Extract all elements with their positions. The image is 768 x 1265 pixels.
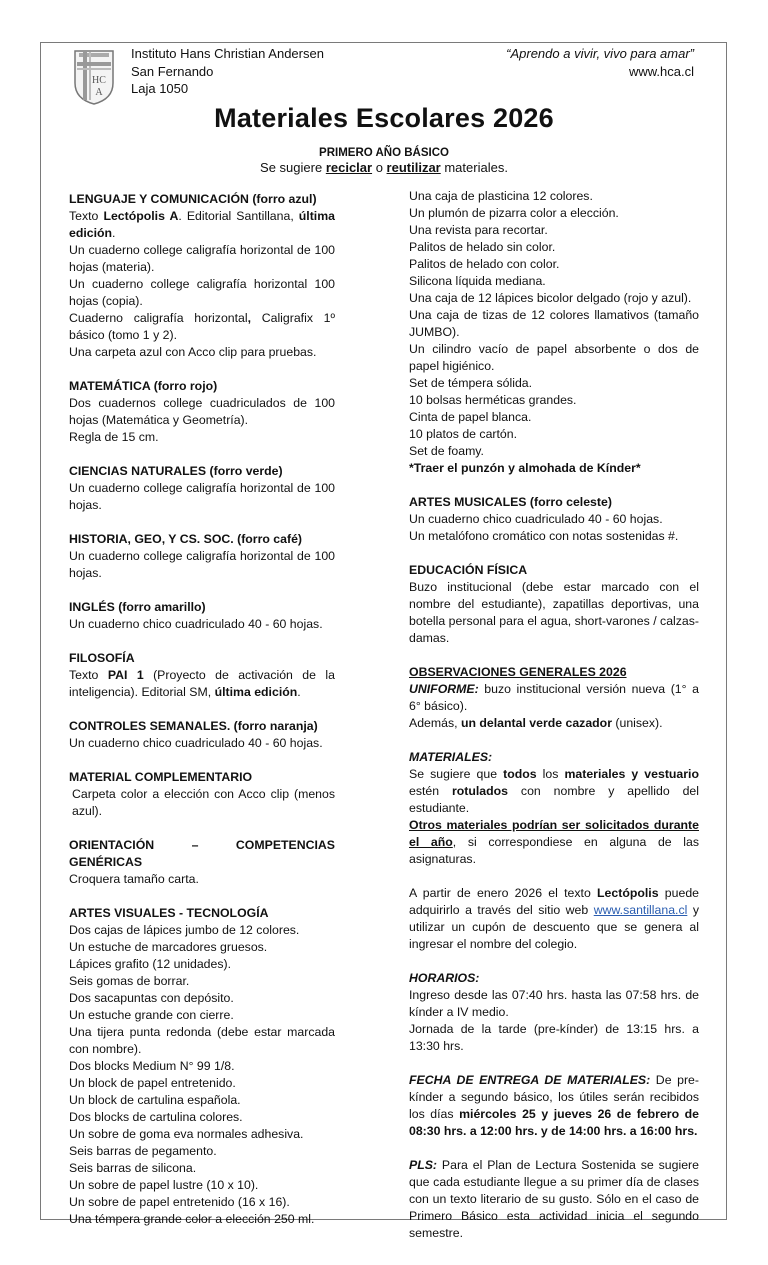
- section-artes-visuales-cont: [409, 188, 699, 477]
- text: Caligrafix 1º básico (tomo 1 y 2).: [69, 311, 335, 342]
- list-item: Set de témpera sólida.: [409, 376, 533, 390]
- list-item: Un cuaderno college caligrafía horizontal de 100 hojas.: [69, 549, 335, 580]
- list-item: Un block de cartulina española.: [69, 1093, 241, 1107]
- text: y utilizar un cupón de descuento que se genera al ingresar el nombre del colegio.: [409, 903, 699, 951]
- list-item: Un cilindro vacío de papel absorbente o dos de papel higiénico.: [409, 342, 699, 373]
- section-label: HORARIOS:: [409, 971, 480, 985]
- list-item: Una témpera grande color a elección 250 ml.: [69, 1212, 315, 1226]
- delantal-note: [409, 715, 699, 732]
- section-title: INGLÉS (forro amarillo): [69, 600, 206, 614]
- section-complementario: [69, 769, 335, 820]
- text: Otros materiales podrían ser solicitados durante el año: [409, 818, 699, 849]
- section-title: CIENCIAS NATURALES (forro verde): [69, 464, 283, 478]
- list-item: Seis gomas de borrar.: [69, 974, 190, 988]
- section-lenguaje: [69, 191, 335, 361]
- section-materiales-note: [409, 749, 699, 868]
- section-title: ARTES MUSICALES (forro celeste): [409, 495, 612, 509]
- section-title: EDUCACIÓN FÍSICA: [409, 563, 528, 577]
- institution-address: Laja 1050: [131, 81, 189, 96]
- text: Además,: [409, 716, 461, 730]
- text: Texto: [69, 668, 108, 682]
- list-item: Dos blocks Medium N° 99 1/8.: [69, 1059, 235, 1073]
- list-item: Una revista para recortar.: [409, 223, 548, 237]
- text: o: [372, 160, 387, 175]
- list-item: Set de foamy.: [409, 444, 484, 458]
- text: materiales.: [440, 160, 508, 175]
- left-column: [69, 191, 335, 1245]
- item-list: [69, 922, 335, 1228]
- label: PLS:: [409, 1158, 438, 1172]
- list-item: Un cuaderno chico cuadriculado 40 - 60 hojas.: [69, 617, 323, 631]
- list-item: Un sobre de goma eva normales adhesiva.: [69, 1127, 304, 1141]
- section-title: MATERIAL COMPLEMENTARIO: [69, 770, 253, 784]
- section-artes-visuales: [69, 905, 335, 1228]
- list-item: 10 platos de cartón.: [409, 427, 518, 441]
- book-title: Lectópolis: [597, 886, 659, 900]
- section-ciencias: [69, 463, 335, 514]
- website[interactable]: www.hca.cl: [628, 63, 694, 79]
- text: , si correspondiese en alguna de las asignaturas.: [409, 835, 699, 866]
- pls-paragraph: [409, 1157, 699, 1242]
- book-title: Lectópolis A: [103, 209, 179, 223]
- list-item: Una caja de plasticina 12 colores.: [409, 189, 593, 203]
- list-item: Jornada de la tarde (pre-kínder) de 13:15 hrs. a 13:30 hrs.: [409, 1022, 699, 1053]
- section-filosofia: [69, 650, 335, 701]
- section-artes-musicales: [409, 494, 699, 545]
- section-horarios: [409, 970, 699, 1055]
- section-entrega: [409, 1072, 699, 1140]
- list-item: Un sobre de papel lustre (10 x 10).: [69, 1178, 259, 1192]
- text: estén: [409, 784, 452, 798]
- section-title: LENGUAJE Y COMUNICACIÓN (forro azul): [69, 192, 317, 206]
- section-title: CONTROLES SEMANALES. (forro naranja): [69, 719, 318, 733]
- kinder-note: *Traer el punzón y almohada de Kínder*: [409, 461, 641, 475]
- section-title: ORIENTACIÓN – COMPETENCIAS GENÉRICAS: [69, 838, 335, 869]
- list-item: Una caja de 12 lápices bicolor delgado (rojo y azul).: [409, 291, 692, 305]
- motto: “Aprendo a vivir, vivo para amar”: [506, 46, 694, 61]
- lectopolis-paragraph: [409, 885, 699, 953]
- text: rotulados: [451, 784, 509, 798]
- list-item: Un cuaderno college caligrafía horizontal de 100 hojas.: [69, 481, 335, 512]
- section-title: MATEMÁTICA (forro rojo): [69, 379, 218, 393]
- right-column: [409, 188, 699, 1259]
- text: (unisex).: [611, 716, 663, 730]
- list-item: Palitos de helado sin color.: [409, 240, 556, 254]
- text: un delantal verde cazador: [460, 716, 612, 730]
- text: A partir de enero 2026 el texto: [409, 886, 598, 900]
- list-item: Una caja de tizas de 12 colores llamativos (tamaño JUMBO).: [409, 308, 699, 339]
- delivery-dates: miércoles 25 y jueves 26 de febrero de 08:30 hrs. a 12:00 hrs. y de 14:00 hrs. a 16:00 hrs.: [409, 1107, 699, 1138]
- text: ,: [247, 311, 252, 325]
- section-matematica: [69, 378, 335, 446]
- label: FECHA DE ENTREGA DE MATERIALES:: [409, 1073, 651, 1087]
- list-item: Un sobre de papel entretenido (16 x 16).: [69, 1195, 290, 1209]
- entrega-paragraph: [409, 1072, 699, 1140]
- list-item: Dos cajas de lápices jumbo de 12 colores.: [69, 923, 300, 937]
- section-title: OBSERVACIONES GENERALES 2026: [409, 665, 627, 679]
- text: .: [112, 226, 116, 240]
- list-item: Seis barras de pegamento.: [69, 1144, 217, 1158]
- list-item: Silicona líquida mediana.: [409, 274, 546, 288]
- list-item: Ingreso desde las 07:40 hrs. hasta las 07:58 hrs. de kínder a IV medio.: [409, 988, 699, 1019]
- list-item: Seis barras de silicona.: [69, 1161, 197, 1175]
- institution-name: Instituto Hans Christian Andersen: [131, 46, 324, 61]
- section-title: FILOSOFÍA: [69, 651, 135, 665]
- item-list: [409, 188, 699, 460]
- section-historia: [69, 531, 335, 582]
- list-item: Un estuche grande con cierre.: [69, 1008, 234, 1022]
- list-item: Un estuche de marcadores gruesos.: [69, 940, 268, 954]
- text: De pre-kínder a segundo básico, los útiles serán recibidos los días: [409, 1073, 699, 1121]
- list-item: Carpeta color a elección con Acco clip (menos azul).: [72, 787, 335, 818]
- list-item: Buzo institucional (debe estar marcado con el nombre del estudiante), zapatillas deportivas, una botella personal para el agua, short-varones / calzas-damas.: [409, 580, 699, 645]
- text: .: [297, 685, 301, 699]
- list-item: Palitos de helado con color.: [409, 257, 560, 271]
- section-lectopolis: [409, 885, 699, 953]
- section-pls: [409, 1157, 699, 1242]
- text: . Editorial Santillana,: [178, 209, 299, 223]
- section-label: MATERIALES:: [409, 750, 493, 764]
- section-title: ARTES VISUALES - TECNOLOGÍA: [69, 906, 269, 920]
- list-item: Lápices grafito (12 unidades).: [69, 957, 232, 971]
- recycle-word: reciclar: [325, 160, 373, 175]
- text: con nombre y apellido del estudiante.: [409, 784, 699, 815]
- section-educacion-fisica: [409, 562, 699, 647]
- list-item: Regla de 15 cm.: [69, 430, 159, 444]
- text: Texto: [69, 209, 104, 223]
- text: buzo institucional versión nueva (1° a 6° básico).: [409, 682, 699, 713]
- text: Se sugiere: [260, 160, 326, 175]
- section-observaciones: [409, 664, 699, 732]
- list-item: Una tijera punta redonda (debe estar marcada con nombre).: [69, 1025, 335, 1056]
- uniforme-note: [409, 681, 699, 715]
- text: Cuaderno caligrafía horizontal: [69, 311, 248, 325]
- list-item: Un cuaderno college caligrafía horizontal de 100 hojas (materia).: [69, 243, 335, 274]
- edition-note: última edición: [214, 685, 298, 699]
- institution-city: San Fernando: [131, 63, 214, 79]
- page-title: Materiales Escolares 2026: [214, 103, 554, 133]
- otros-materiales-note: [409, 817, 699, 868]
- list-item: [69, 208, 335, 242]
- santillana-link[interactable]: www.santillana.cl: [593, 903, 688, 917]
- text: los: [536, 767, 565, 781]
- list-item: Dos blocks de cartulina colores.: [69, 1110, 243, 1124]
- list-item: Un plumón de pizarra color a elección.: [409, 206, 619, 220]
- recycle-note: [0, 160, 768, 175]
- reuse-word: reutilizar: [386, 160, 441, 175]
- list-item: Dos cuadernos college cuadriculados de 100 hojas (Matemática y Geometría).: [69, 396, 335, 427]
- list-item: Croquera tamaño carta.: [69, 872, 199, 886]
- list-item: Dos sacapuntas con depósito.: [69, 991, 234, 1005]
- text: materiales y vestuario: [564, 767, 699, 781]
- section-title: HISTORIA, GEO, Y CS. SOC. (forro café): [69, 532, 303, 546]
- list-item: Un cuaderno chico cuadriculado 40 - 60 hojas.: [69, 736, 323, 750]
- grade-level: PRIMERO AÑO BÁSICO: [319, 147, 449, 159]
- school-crest-logo: [73, 49, 115, 105]
- list-item: 10 bolsas herméticas grandes.: [409, 393, 577, 407]
- book-title: PAI 1: [107, 668, 144, 682]
- text: todos: [503, 767, 537, 781]
- list-item: Una carpeta azul con Acco clip para pruebas.: [69, 345, 317, 359]
- list-item: Un cuaderno chico cuadriculado 40 - 60 hojas.: [409, 512, 663, 526]
- list-item: Un cuaderno college caligrafía horizontal 100 hojas (copia).: [69, 277, 335, 308]
- edition-note: última edición: [69, 209, 335, 240]
- text: (Proyecto de activación de la inteligencia). Editorial SM,: [69, 668, 335, 699]
- list-item: [69, 667, 335, 701]
- materiales-paragraph: [409, 766, 699, 817]
- svg-text:HC: HC: [92, 75, 106, 86]
- list-item: Cinta de papel blanca.: [409, 410, 532, 424]
- header-right: [506, 45, 694, 80]
- institution-info: [131, 45, 324, 98]
- list-item: Un metalófono cromático con notas sostenidas #.: [409, 529, 679, 543]
- list-item: Un block de papel entretenido.: [69, 1076, 236, 1090]
- list-item: [69, 310, 335, 344]
- text: puede adquirirlo a través del sitio web: [409, 886, 699, 917]
- section-ingles: [69, 599, 335, 633]
- text: Se sugiere que: [409, 767, 504, 781]
- label: UNIFORME:: [409, 682, 479, 696]
- svg-text:A: A: [95, 87, 103, 98]
- section-controles: [69, 718, 335, 752]
- section-orientacion: [69, 837, 335, 888]
- text: Para el Plan de Lectura Sostenida se sugiere que cada estudiante llegue a su primer día de clases con un texto literario de su gusto. Sólo en el caso de Primero Básico esta actividad inicia el segundo semestre.: [409, 1158, 699, 1240]
